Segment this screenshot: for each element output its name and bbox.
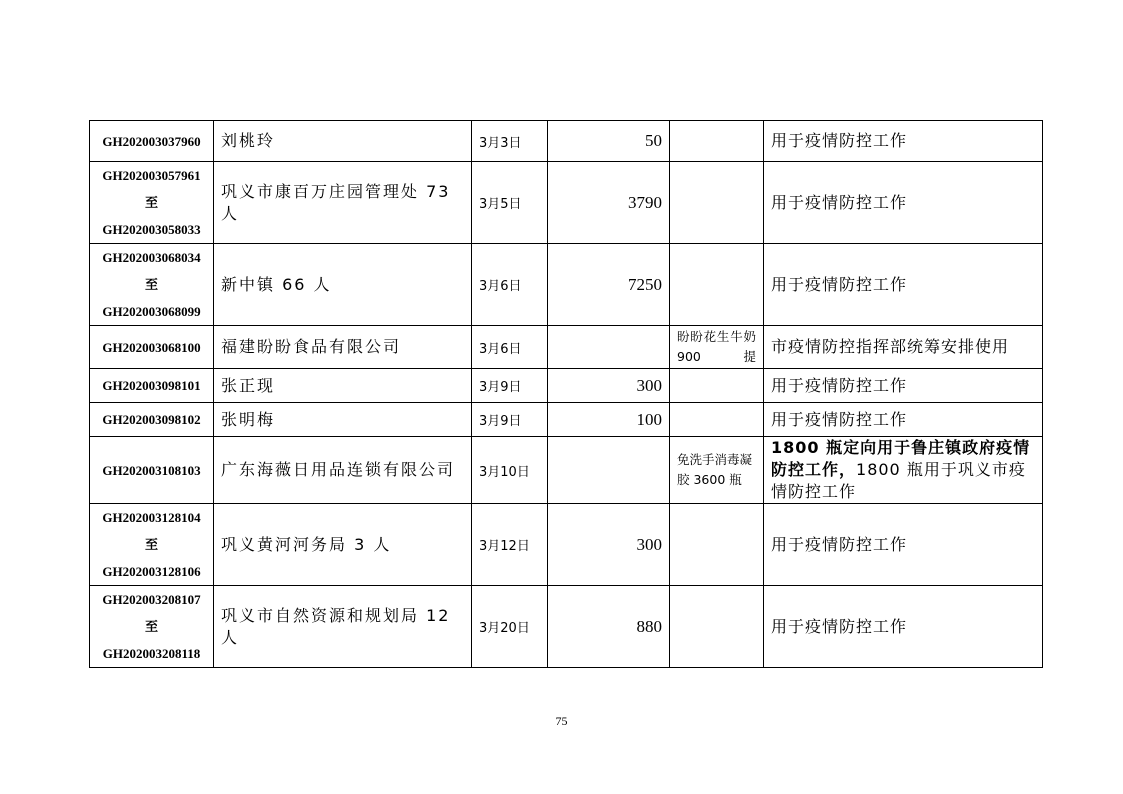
usage-note-rest: 1800 瓶用于巩义市疫情防控工作 (771, 460, 1026, 501)
receipt-code: GH202003108103 (90, 437, 214, 504)
donation-date: 3月12日 (472, 504, 548, 586)
donation-amount (548, 437, 670, 504)
table-row (90, 403, 1043, 437)
table-row (90, 437, 1043, 504)
receipt-code: GH202003098101 (90, 369, 214, 403)
donation-amount: 3790 (548, 162, 670, 244)
donor-name: 巩义市康百万庄园管理处 73 人 (214, 162, 472, 244)
donated-goods (670, 369, 764, 403)
table-row (90, 162, 1043, 244)
donation-date: 3月6日 (472, 326, 548, 369)
donation-date: 3月3日 (472, 121, 548, 162)
usage-note: 用于疫情防控工作 (764, 244, 1043, 326)
donor-name: 福建盼盼食品有限公司 (214, 326, 472, 369)
usage-note: 市疫情防控指挥部统筹安排使用 (764, 326, 1043, 369)
table-row (90, 369, 1043, 403)
donor-name: 张正现 (214, 369, 472, 403)
donated-goods: 免洗手消毒凝胶 3600 瓶 (670, 437, 764, 504)
usage-note-emphasis: 1800 瓶定向用于鲁庄镇政府疫情防控工作， (771, 438, 1031, 479)
receipt-code: GH202003208107 至 GH202003208118 (90, 586, 214, 668)
donor-name: 巩义市自然资源和规划局 12 人 (214, 586, 472, 668)
donation-amount: 880 (548, 586, 670, 668)
usage-note: 用于疫情防控工作 (764, 162, 1043, 244)
donated-goods (670, 162, 764, 244)
donor-name: 广东海薇日用品连锁有限公司 (214, 437, 472, 504)
usage-note: 用于疫情防控工作 (764, 586, 1043, 668)
usage-note: 用于疫情防控工作 (764, 403, 1043, 437)
receipt-code: GH202003068034 至 GH202003068099 (90, 244, 214, 326)
usage-note: 用于疫情防控工作 (764, 504, 1043, 586)
page-number: 75 (555, 714, 568, 728)
donation-amount: 300 (548, 504, 670, 586)
receipt-code: GH202003037960 (90, 121, 214, 162)
receipt-code: GH202003057961 至 GH202003058033 (90, 162, 214, 244)
donation-date: 3月20日 (472, 586, 548, 668)
table-row (90, 326, 1043, 369)
donated-goods (670, 586, 764, 668)
donated-goods (670, 504, 764, 586)
donation-date: 3月6日 (472, 244, 548, 326)
donated-goods (670, 244, 764, 326)
donated-goods (670, 403, 764, 437)
table-row (90, 244, 1043, 326)
donated-goods: 盼盼花生牛奶 900 提 (670, 326, 764, 369)
usage-note: 用于疫情防控工作 (764, 369, 1043, 403)
donation-amount: 50 (548, 121, 670, 162)
donation-date: 3月9日 (472, 369, 548, 403)
table-row (90, 504, 1043, 586)
usage-note: 用于疫情防控工作 (764, 121, 1043, 162)
donation-table (89, 120, 1043, 668)
donation-amount: 7250 (548, 244, 670, 326)
donation-date: 3月10日 (472, 437, 548, 504)
donor-name: 张明梅 (214, 403, 472, 437)
receipt-code: GH202003098102 (90, 403, 214, 437)
donor-name: 巩义黄河河务局 3 人 (214, 504, 472, 586)
donation-amount: 100 (548, 403, 670, 437)
receipt-code: GH202003128104 至 GH202003128106 (90, 504, 214, 586)
table-row (90, 121, 1043, 162)
donation-date: 3月5日 (472, 162, 548, 244)
table-row (90, 586, 1043, 668)
donation-amount (548, 326, 670, 369)
donated-goods (670, 121, 764, 162)
donation-amount: 300 (548, 369, 670, 403)
donation-date: 3月9日 (472, 403, 548, 437)
donor-name: 新中镇 66 人 (214, 244, 472, 326)
usage-note (764, 437, 1043, 504)
receipt-code: GH202003068100 (90, 326, 214, 369)
donor-name: 刘桃玲 (214, 121, 472, 162)
